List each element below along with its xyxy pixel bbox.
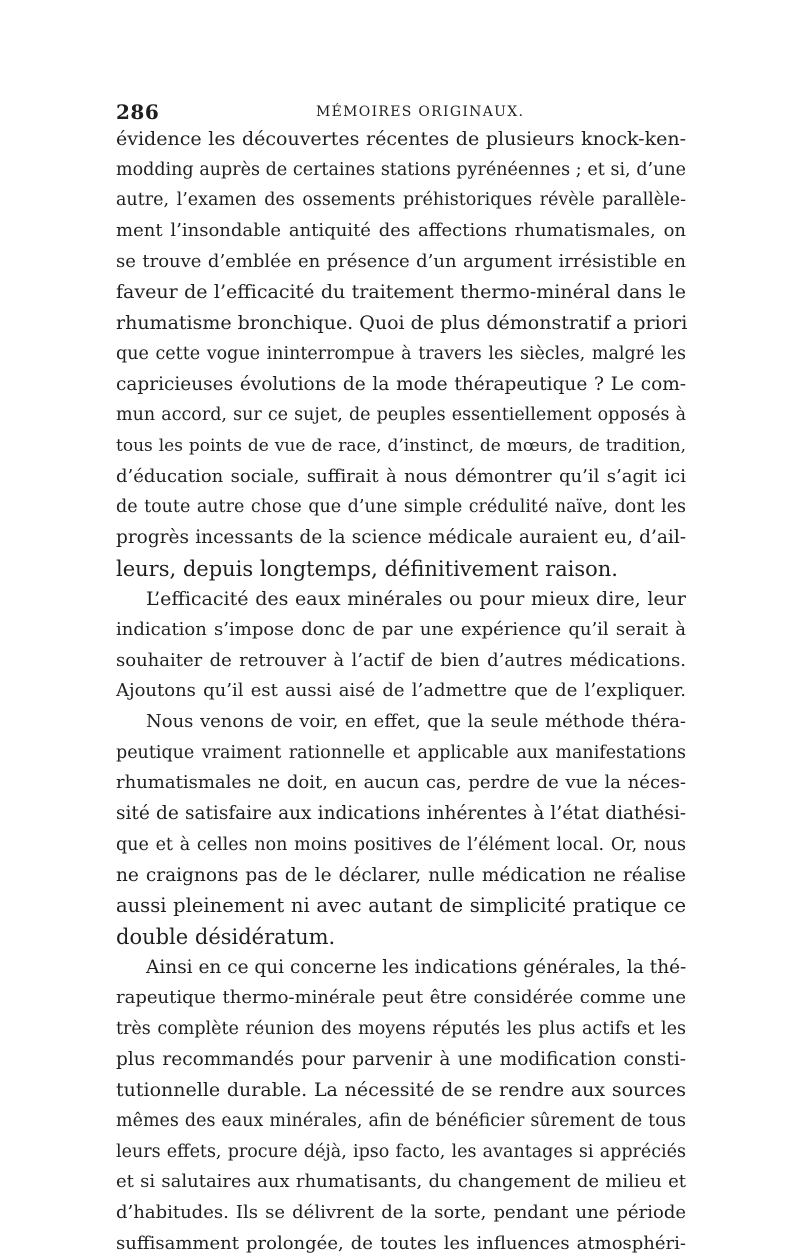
text-line: peutique vraiment rationnelle et applicable aux manifestations <box>116 742 686 763</box>
text-line: sité de satisfaire aux indications inhérentes à l’état diathési- <box>116 803 686 825</box>
text-line: d’habitudes. Ils se délivrent de la sorte, pendant une période <box>116 1202 686 1224</box>
text-line: souhaiter de retrouver à l’actif de bien d’autres médications. <box>116 649 686 671</box>
text-line: évidence les découvertes récentes de plusieurs knock-ken- <box>116 128 686 150</box>
page-header <box>116 100 686 126</box>
text-line: Ainsi en ce qui concerne les indications générales, la thé- <box>146 956 687 978</box>
text-line: mun accord, sur ce sujet, de peuples essentiellement opposés à <box>116 405 686 426</box>
text-line: que et à celles non moins positives de l’élément local. Or, nous <box>116 834 686 855</box>
text-line: rhumatisme bronchique. Quoi de plus démonstratif a priori <box>116 312 688 335</box>
text-line: faveur de l’efficacité du traitement thermo-minéral dans le <box>116 281 686 304</box>
text-line: capricieuses évolutions de la mode thérapeutique ? Le com- <box>116 373 686 395</box>
text-line: double désidératum. <box>116 924 336 949</box>
page-number: 286 <box>116 100 160 124</box>
text-line: mêmes des eaux minérales, afin de bénéficier sûrement de tous <box>116 1111 686 1131</box>
text-line: tutionnelle durable. La nécessité de se rendre aux sources <box>116 1079 686 1102</box>
text-line: ment l’insondable antiquité des affections rhumatismales, on <box>116 220 686 242</box>
text-line: leurs effets, procure déjà, ipso facto, les avantages si appréciés <box>116 1141 686 1162</box>
text-line: très complète réunion des moyens réputés les plus actifs et les <box>116 1018 686 1039</box>
text-line: d’éducation sociale, suffirait à nous démontrer qu’il s’agit ici <box>116 465 686 487</box>
text-line: indication s’impose donc de par une expérience qu’il serait à <box>116 619 686 640</box>
text-line: et si salutaires aux rhumatisants, du changement de milieu et <box>116 1171 686 1193</box>
text-line: de toute autre chose que d’une simple crédulité naïve, dont les <box>116 497 686 518</box>
text-line: Ajoutons qu’il est aussi aisé de l’admettre que de l’expliquer. <box>116 680 686 702</box>
body-text <box>116 124 686 1259</box>
text-line: progrès incessants de la science médicale auraient eu, d’ail- <box>116 526 686 548</box>
text-line: ne craignons pas de le déclarer, nulle médication ne réalise <box>116 864 686 886</box>
text-line: autre, l’examen des ossements préhistoriques révèle parallèle- <box>116 190 686 211</box>
text-line: se trouve d’emblée en présence d’un argument irrésistible en <box>116 250 686 272</box>
text-line: modding auprès de certaines stations pyrénéennes ; et si, d’une <box>116 159 686 180</box>
text-line: suffisamment prolongée, de toutes les influences atmosphéri- <box>116 1232 686 1254</box>
running-head: MÉMOIRES ORIGINAUX. <box>316 104 525 120</box>
text-line: plus recommandés pour parvenir à une modification consti- <box>116 1048 686 1070</box>
text-line: tous les points de vue de race, d’instinct, de mœurs, de tradition, <box>116 435 686 456</box>
text-line: leurs, depuis longtemps, définitivement raison. <box>116 556 618 581</box>
text-line: Nous venons de voir, en effet, que la seule méthode théra- <box>146 711 686 733</box>
text-line: L’efficacité des eaux minérales ou pour mieux dire, leur <box>146 588 686 611</box>
text-line: aussi pleinement ni avec autant de simplicité pratique ce <box>116 894 686 918</box>
text-line: rhumatismales ne doit, en aucun cas, perdre de vue la néces- <box>116 772 686 794</box>
text-line: que cette vogue ininterrompue à travers les siècles, malgré les <box>116 343 686 364</box>
text-line: rapeutique thermo-minérale peut être considérée comme une <box>116 987 686 1009</box>
